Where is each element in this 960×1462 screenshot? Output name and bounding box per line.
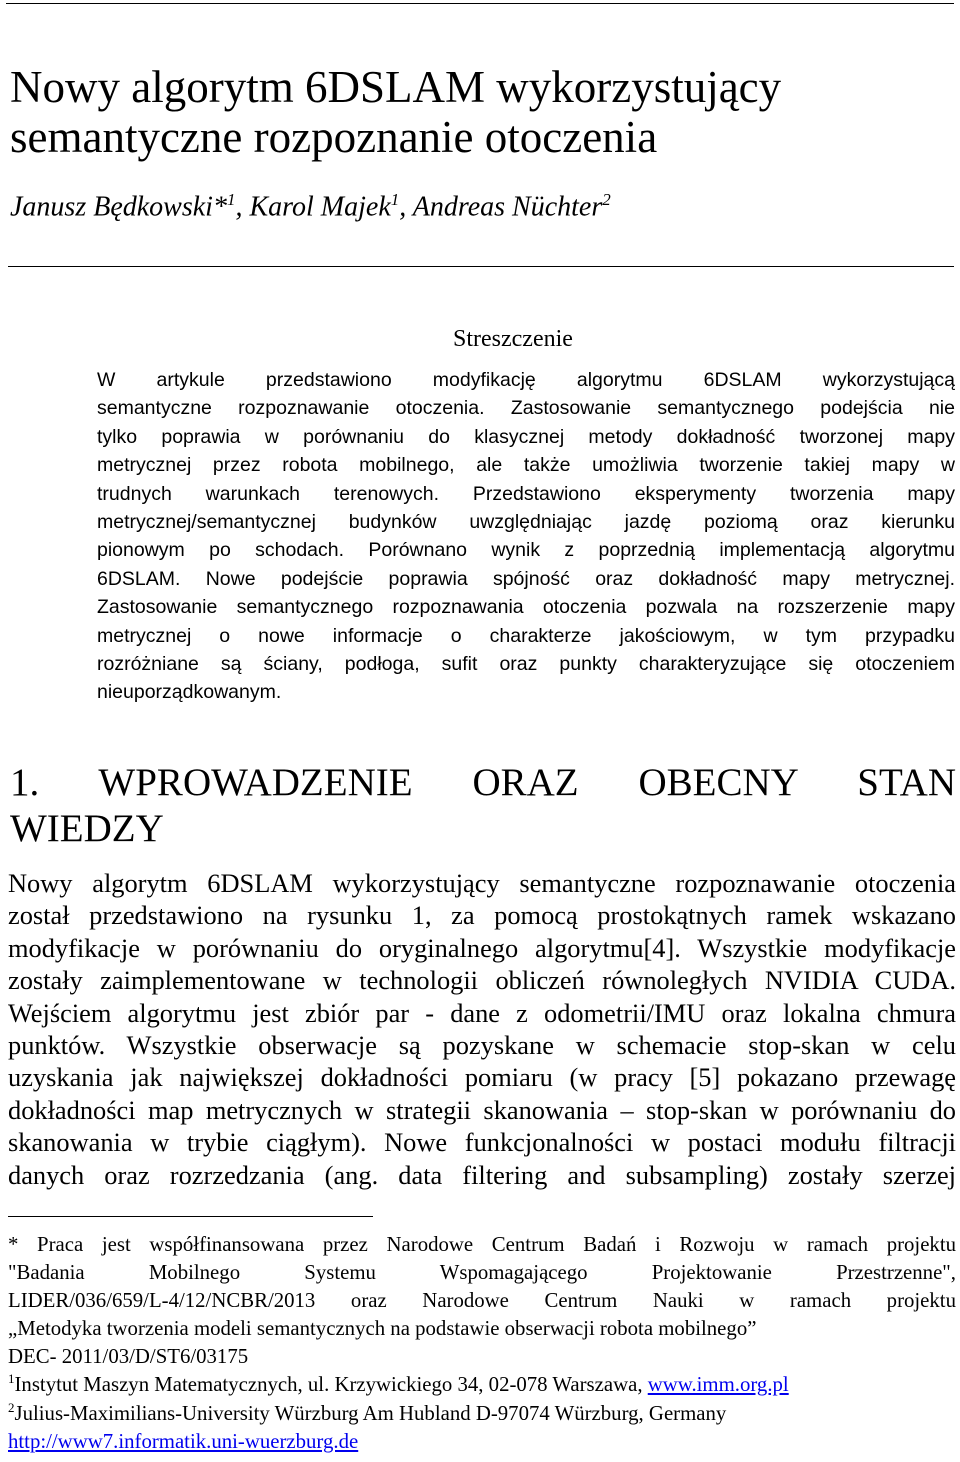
body-line: dokładności map metrycznych w strategii skanowania – stop-skan w porównaniu do xyxy=(8,1094,956,1125)
abstract-line: semantyczne rozpoznawanie otoczenia. Zastosowanie semantycznego podejścia nie xyxy=(97,397,955,420)
affiliation-2-link[interactable]: http://www7.informatik.uni-wuerzburg.de xyxy=(8,1429,359,1453)
affiliation-1-text: Instytut Maszyn Matematycznych, ul. Krzywickiego 34, 02-078 Warszawa, xyxy=(14,1373,648,1397)
abstract-line: metrycznej przez robota mobilnego, ale także umożliwia tworzenie takiej mapy w xyxy=(97,454,955,477)
author-3: , Andreas Nüchter xyxy=(399,191,603,223)
body-line: zostały zaimplementowane w technologii obliczeń równoległych NVIDIA CUDA. xyxy=(8,965,956,996)
affiliation-1 xyxy=(8,1371,956,1399)
body-line: modyfikacje w porównaniu do oryginalnego algorytmu[4]. Wszystkie modyfikacje xyxy=(8,932,956,963)
abstract-text xyxy=(97,366,955,707)
author-2-affiliation: 1 xyxy=(390,190,400,209)
affiliation-2-url xyxy=(8,1428,956,1456)
affiliation-1-marker: 1 xyxy=(8,1371,15,1387)
affiliation-2 xyxy=(8,1400,956,1428)
body-paragraph xyxy=(8,867,956,1191)
footnotes xyxy=(8,1231,956,1456)
author-1-affiliation: 1 xyxy=(226,190,236,209)
author-list xyxy=(10,190,611,223)
funding-note-line: DEC- 2011/03/D/ST6/03175 xyxy=(8,1345,249,1369)
header-rule xyxy=(8,266,954,267)
funding-note-line: "Badania Mobilnego Systemu Wspomagającego Projektowanie Przestrzenne", xyxy=(8,1261,956,1285)
abstract-line: metrycznej/semantycznej budynków uwzględniając jazdę poziomą oraz kierunku xyxy=(97,511,955,534)
author-3-affiliation: 2 xyxy=(602,190,611,209)
body-line: uzyskania jak największej dokładności pomiaru (w pracy [5] pokazano przewagę xyxy=(8,1062,956,1093)
abstract-heading: Streszczenie xyxy=(453,326,573,352)
funding-note-line: * Praca jest współfinansowana przez Narodowe Centrum Badań i Rozwoju w ramach projektu xyxy=(8,1233,956,1256)
funding-note-line: „Metodyka tworzenia modeli semantycznych na podstawie obserwacji robota mobilnego” xyxy=(8,1317,757,1341)
body-line: punktów. Wszystkie obserwacje są pozyskane w schemacie stop-skan w celu xyxy=(8,1030,956,1061)
funding-note-line: LIDER/036/659/L-4/12/NCBR/2013 oraz Narodowe Centrum Nauki w ramach projektu xyxy=(8,1289,956,1313)
abstract-line: rozróżniane są ściany, podłoga, sufit oraz punkty charakteryzujące się otoczeniem xyxy=(97,653,955,676)
body-line: danych oraz rozrzedzania (ang. data filtering and subsampling) zostały szerzej xyxy=(8,1159,956,1190)
body-line: Wejściem algorytmu jest zbiór par - dane z odometrii/IMU oraz lokalna chmura xyxy=(8,997,956,1028)
abstract-line: W artykule przedstawiono modyfikację algorytmu 6DSLAM wykorzystującą xyxy=(97,369,955,391)
paper-title xyxy=(10,62,950,162)
abstract-line: metrycznej o nowe informacje o charakterze jakościowym, w tym przypadku xyxy=(97,624,955,647)
abstract-line: pionowym po schodach. Porównano wynik z poprzednią implementacją algorytmu xyxy=(97,539,955,562)
author-1: Janusz Będkowski* xyxy=(10,191,227,223)
footnote-rule xyxy=(8,1216,373,1217)
abstract-line: 6DSLAM. Nowe podejście poprawia spójność oraz dokładność mapy metrycznej. xyxy=(97,567,955,590)
section-heading-line-2: WIEDZY xyxy=(10,807,164,850)
affiliation-2-marker: 2 xyxy=(8,1399,15,1415)
section-heading-line-1: 1. WPROWADZENIE ORAZ OBECNY STAN xyxy=(10,761,956,804)
affiliation-1-link[interactable]: www.imm.org.pl xyxy=(647,1373,789,1397)
abstract-line: trudnych warunkach terenowych. Przedstawiono eksperymenty tworzenia mapy xyxy=(97,482,955,505)
title-line-1: Nowy algorytm 6DSLAM wykorzystujący xyxy=(10,62,782,112)
body-line: Nowy algorytm 6DSLAM wykorzystujący semantyczne rozpoznawanie otoczenia xyxy=(8,868,956,898)
body-line: skanowania w trybie ciągłym). Nowe funkcjonalności w postaci modułu filtracji xyxy=(8,1127,956,1158)
abstract-line: Zastosowanie semantycznego rozpoznawania otoczenia pozwala na rozszerzenie mapy xyxy=(97,596,955,619)
top-rule xyxy=(6,3,954,4)
author-2: , Karol Majek xyxy=(235,191,391,223)
abstract-line: nieuporządkowanym. xyxy=(97,681,282,704)
affiliation-2-text: Julius-Maximilians-University Würzburg Am Hubland D-97074 Würzburg, Germany xyxy=(14,1401,727,1425)
section-heading xyxy=(10,760,956,852)
abstract-line: tylko poprawia w porównaniu do klasycznej metody dokładność tworzonej mapy xyxy=(97,425,955,448)
title-line-2: semantyczne rozpoznanie otoczenia xyxy=(10,112,658,162)
body-line: został przedstawiono na rysunku 1, za pomocą prostokątnych ramek wskazano xyxy=(8,900,956,931)
